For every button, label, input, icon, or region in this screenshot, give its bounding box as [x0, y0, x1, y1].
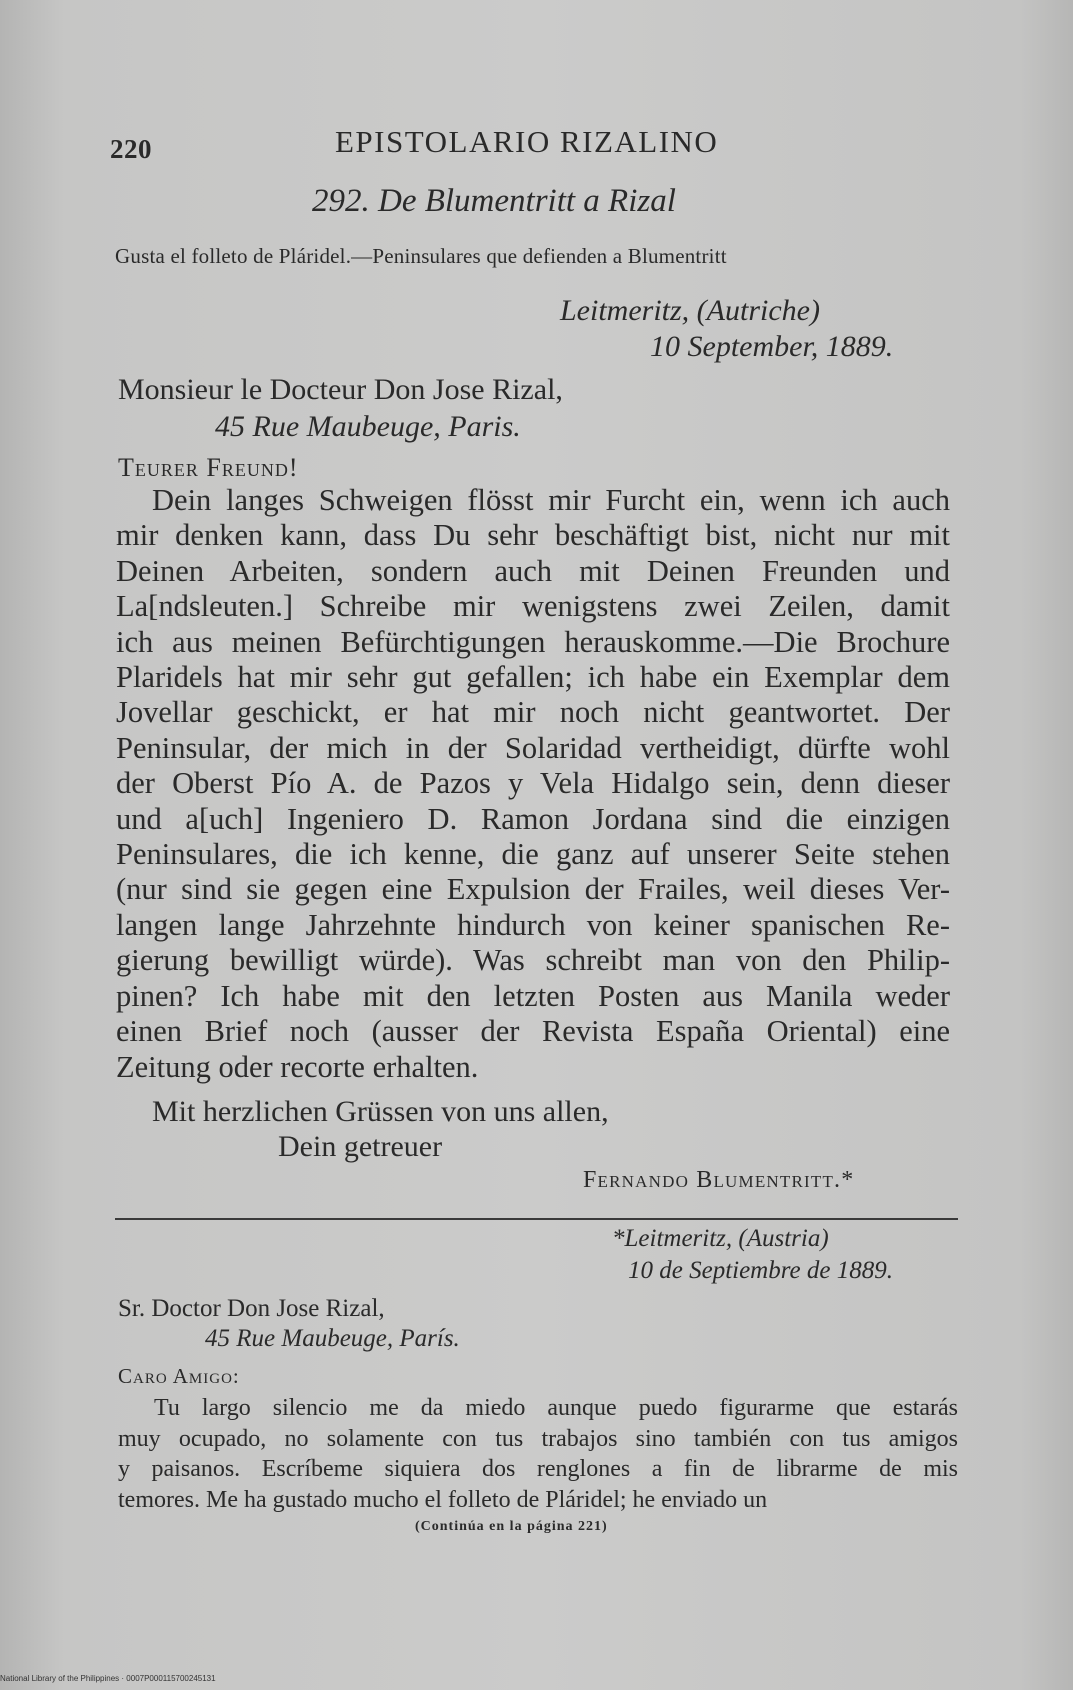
- body-line: temores. Me ha gustado mucho el folleto de Pláridel; he enviado un: [118, 1486, 768, 1513]
- body-line: Peninsulares, die ich kenne, die ganz auf unserer Seite stehen: [116, 837, 950, 872]
- body-line: Deinen Arbeiten, sondern auch mit Deinen Freunden und: [116, 553, 950, 588]
- body-line: Peninsular, der mich in der Solaridad vertheidigt, dürfte wohl: [116, 730, 950, 765]
- letter-sign-off: Dein getreuer: [278, 1130, 443, 1163]
- body-line: muy ocupado, no solamente con tus trabajos sino también con tus amigos: [118, 1425, 958, 1452]
- body-line: (nur sind sie gegen eine Expulsion der Frailes, weil dieses Ver-: [116, 872, 950, 907]
- continuation-note: (Continúa en la página 221): [415, 1519, 608, 1534]
- letter-signature: Fernando Blumentritt.*: [583, 1167, 855, 1193]
- body-line: ich aus meinen Befürchtigungen herauskomme.—Die Brochure: [116, 624, 950, 659]
- body-line: y paisanos. Escríbeme siquiera dos renglones a fin de librarme de mis: [118, 1456, 958, 1482]
- translation-date: 10 de Septiembre de 1889.: [628, 1257, 893, 1284]
- body-line: pinen? Ich habe mit den letzten Posten aus Manila weder: [116, 978, 950, 1013]
- footnote-divider: [115, 1218, 958, 1220]
- body-line: mir denken kann, dass Du sehr beschäftigt bist, nicht nur mit: [116, 518, 950, 553]
- letter-closing: Mit herzlichen Grüssen von uns allen,: [152, 1095, 609, 1128]
- page-number: 220: [110, 134, 152, 164]
- body-line: langen lange Jahrzehnte hindurch von keiner spanischen Re-: [116, 907, 950, 942]
- letter-date: 10 September, 1889.: [650, 330, 894, 363]
- body-line: gierung bewilligt würde). Was schreibt man von den Philip-: [116, 943, 950, 978]
- translation-body: [118, 1393, 958, 1515]
- body-line: Dein langes Schweigen flösst mir Furcht ein, wenn ich auch: [152, 483, 950, 517]
- body-line: und a[uch] Ingeniero D. Ramon Jordana sind die einzigen: [116, 801, 950, 836]
- letter-title: [312, 183, 676, 220]
- body-line: der Oberst Pío A. de Pazos y Vela Hidalgo sein, denn dieser: [116, 766, 950, 801]
- body-line: Zeitung oder recorte erhalten.: [116, 1049, 479, 1084]
- translation-addressee: Sr. Doctor Don Jose Rizal,: [118, 1295, 385, 1322]
- body-line: Plaridels hat mir sehr gut gefallen; ich habe ein Exemplar dem: [116, 660, 950, 695]
- letter-addressee: Monsieur le Docteur Don Jose Rizal,: [118, 373, 563, 406]
- letter-address: 45 Rue Maubeuge, Paris.: [215, 410, 521, 443]
- translation-place: *Leitmeritz, (Austria): [612, 1225, 829, 1252]
- body-line: Tu largo silencio me da miedo aunque puedo figurarme que estarás: [154, 1395, 958, 1421]
- letter-salutation: Teurer Freund!: [118, 453, 299, 482]
- letter-body: [116, 483, 950, 1085]
- letter-summary: Gusta el folleto de Pláridel.—Peninsulares que defienden a Blumentritt: [115, 244, 727, 268]
- body-line: La[ndsleuten.] Schreibe mir wenigstens zwei Zeilen, damit: [116, 589, 950, 624]
- running-title: EPISTOLARIO RIZALINO: [335, 124, 719, 159]
- letter-title-text: 292. De Blumentritt a Rizal: [312, 183, 676, 219]
- body-line: einen Brief noch (ausser der Revista España Oriental) eine: [116, 1014, 950, 1049]
- body-line: Jovellar geschickt, er hat mir noch nicht geantwortet. Der: [116, 695, 950, 730]
- letter-place: Leitmeritz, (Autriche): [560, 294, 820, 327]
- translation-salutation: Caro Amigo:: [118, 1364, 240, 1388]
- translation-address: 45 Rue Maubeuge, París.: [205, 1325, 460, 1352]
- scan-credit: National Library of the Philippines · 0007P000115700245131: [0, 1674, 216, 1683]
